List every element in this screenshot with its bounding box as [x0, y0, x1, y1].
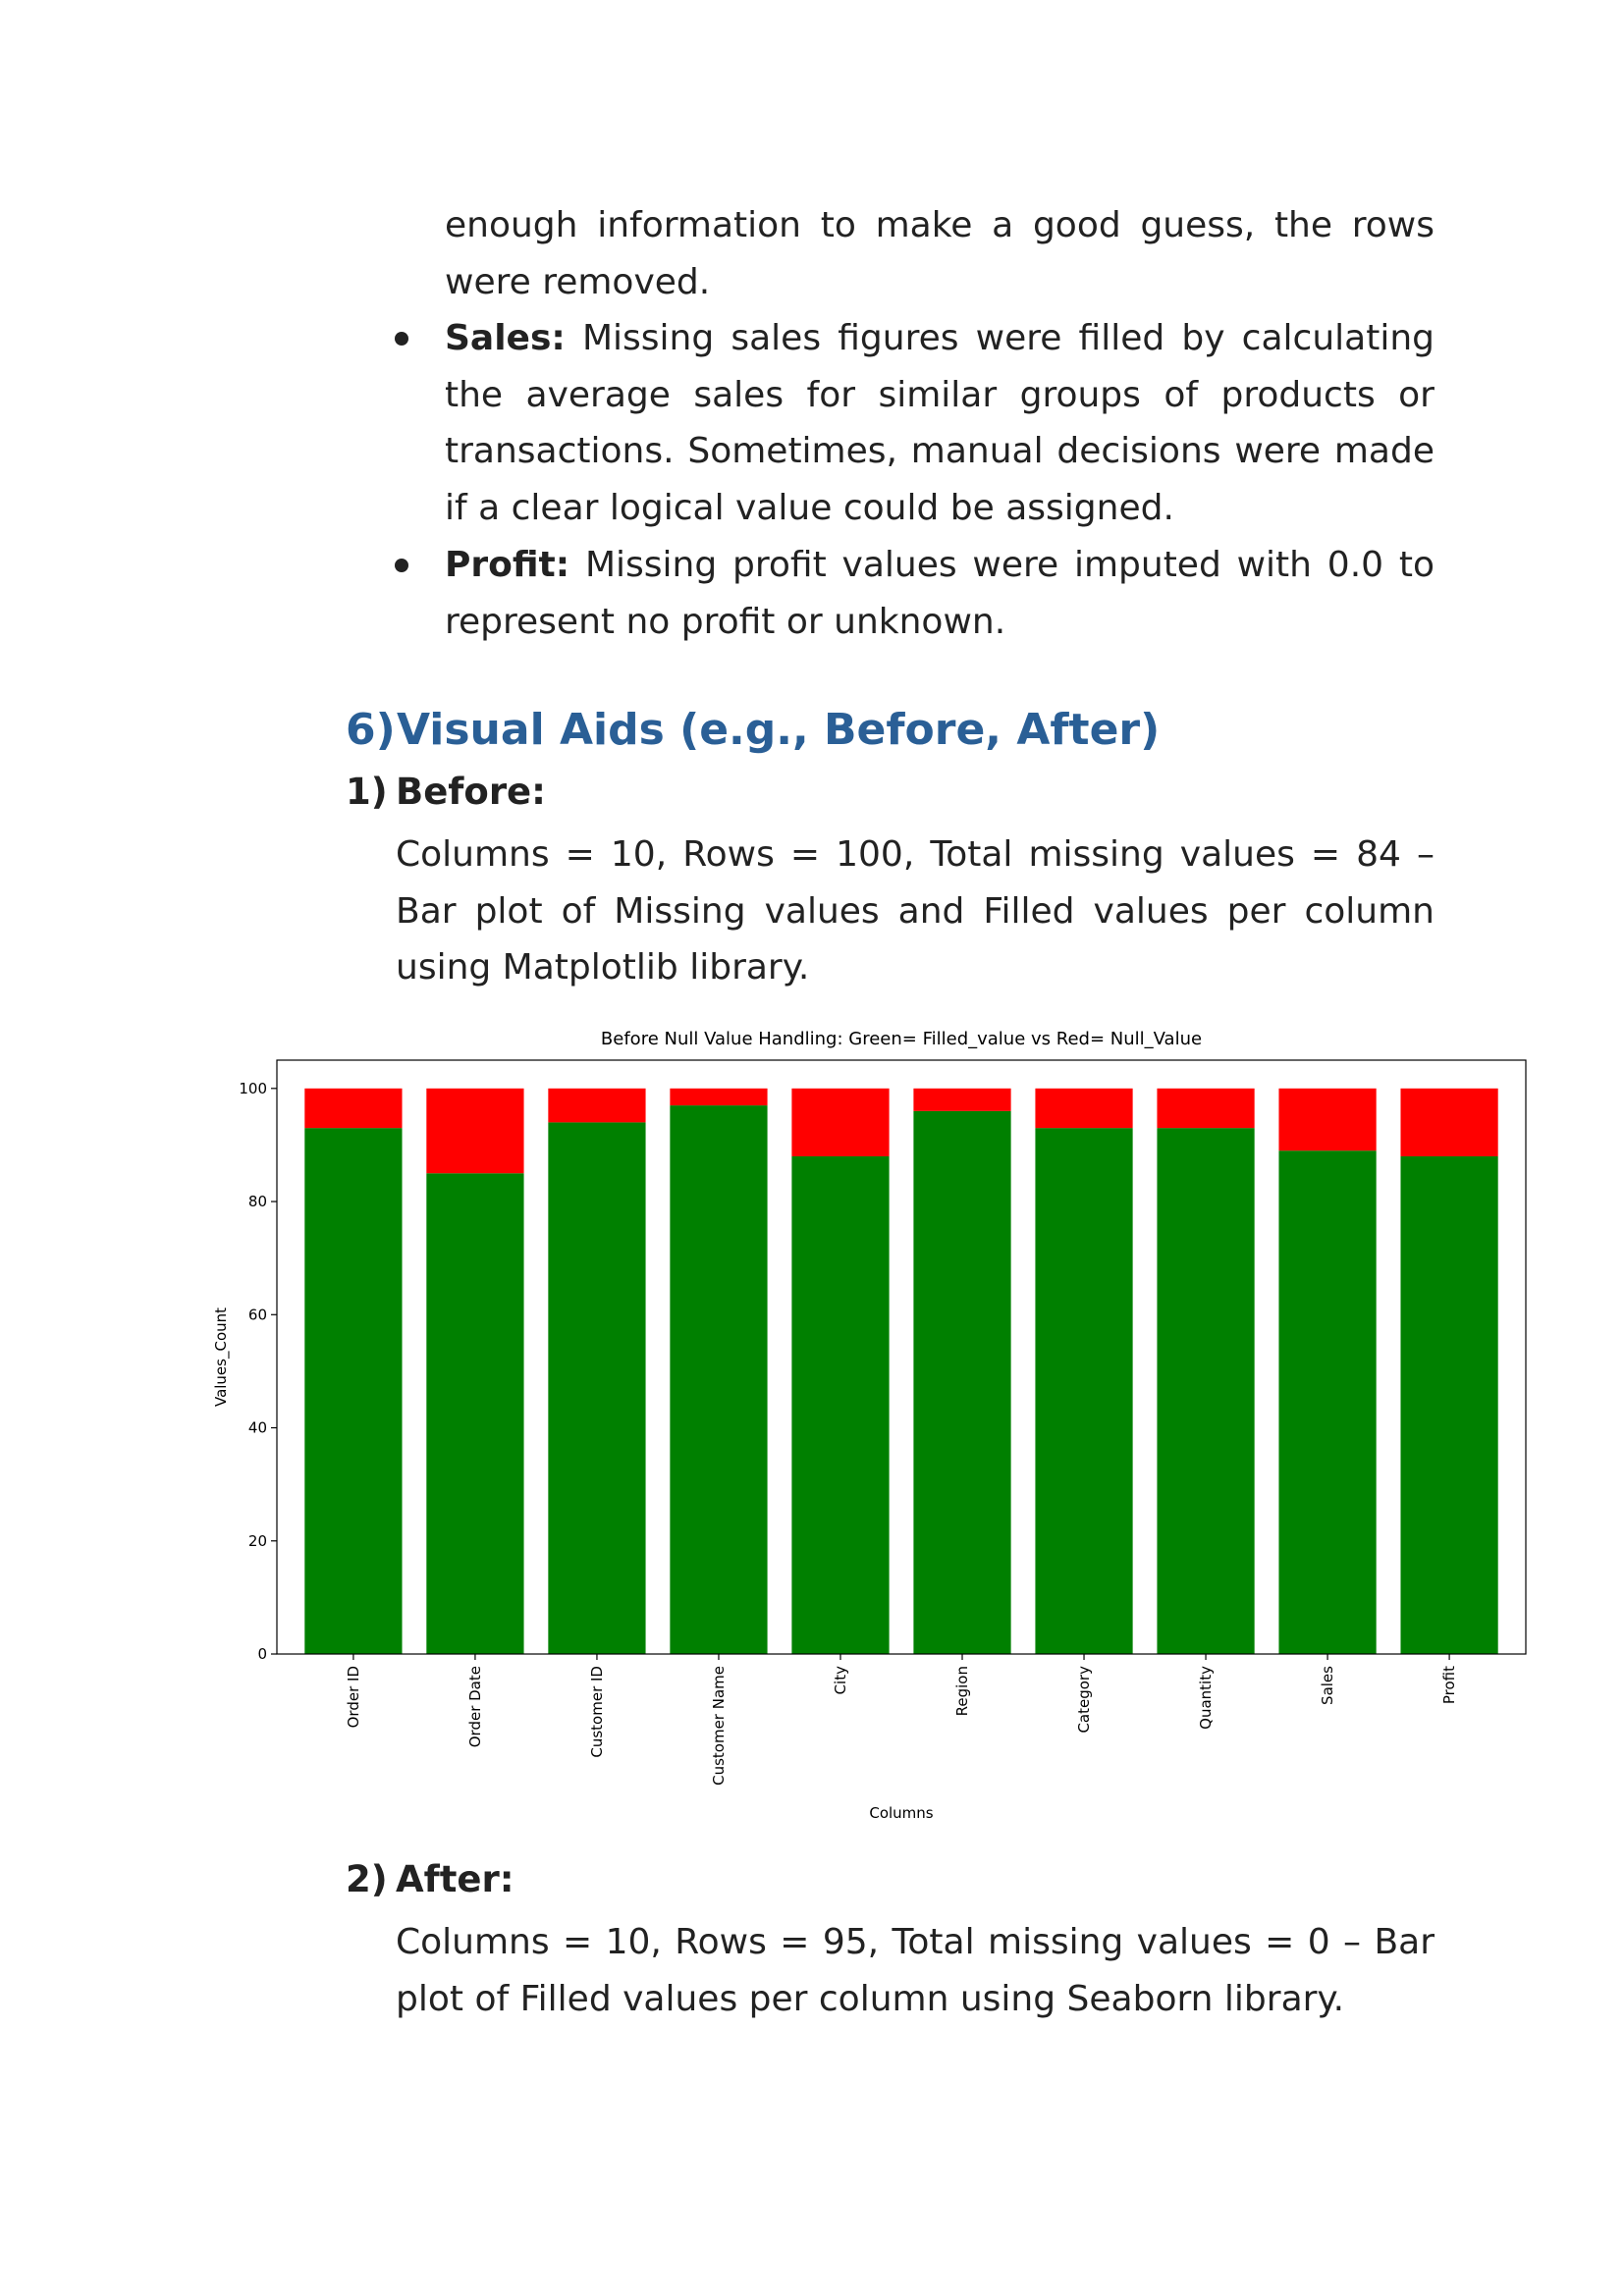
bar-filled-segment	[913, 1111, 1010, 1654]
before-bar-chart	[206, 1021, 1542, 1826]
bar-filled-segment	[1157, 1128, 1254, 1654]
chart-y-ticks	[239, 1080, 277, 1663]
after-title: After:	[396, 1858, 514, 1900]
bar-null-segment	[548, 1089, 645, 1123]
chart-x-axis-label: Columns	[869, 1804, 934, 1822]
y-tick-label: 100	[239, 1079, 267, 1097]
bar-null-segment	[670, 1089, 767, 1105]
x-tick-label: Customer Name	[709, 1666, 728, 1786]
continuation-paragraph: enough information to make a good guess, the rows were removed.	[445, 205, 1435, 302]
chart-x-ticks	[345, 1654, 1458, 1786]
section-heading	[346, 705, 1160, 755]
before-number: 1)	[346, 771, 388, 813]
y-tick-label: 60	[247, 1306, 267, 1324]
before-title: Before:	[396, 771, 546, 813]
bullet-label: Sales:	[445, 318, 566, 358]
chart-title: Before Null Value Handling: Green= Filled_value vs Red= Null_Value	[600, 1029, 1203, 1049]
x-tick-label: Region	[953, 1666, 972, 1717]
bar-filled-segment	[791, 1156, 889, 1654]
x-tick-label: City	[831, 1666, 849, 1695]
bar-filled-segment	[1278, 1150, 1376, 1654]
bullet-dot	[395, 332, 408, 346]
bar-null-segment	[1035, 1089, 1132, 1128]
x-tick-label: Sales	[1319, 1666, 1337, 1705]
bullet-dot	[395, 559, 408, 572]
bullet-text: Missing sales figures were filled by calculating the average sales for similar groups of products or transactions. Sometimes, manual decisions were made if a clear logical value could be assigned.	[445, 318, 1435, 528]
chart-y-axis-label: Values_Count	[212, 1307, 230, 1408]
y-tick-label: 40	[247, 1418, 267, 1437]
bar-null-segment	[1278, 1089, 1376, 1150]
chart-bars	[304, 1089, 1497, 1654]
y-tick-label: 20	[247, 1531, 267, 1550]
y-tick-label: 0	[257, 1645, 267, 1663]
y-tick-label: 80	[247, 1193, 267, 1211]
before-description: Columns = 10, Rows = 100, Total missing values = 84 – Bar plot of Missing values and Filled values per column using Matplotlib library.	[396, 834, 1435, 988]
bar-filled-segment	[1400, 1156, 1497, 1654]
bar-null-segment	[913, 1089, 1010, 1111]
bar-null-segment	[1157, 1089, 1254, 1128]
bullet-text: Missing profit values were imputed with 0.0 to represent no profit or unknown.	[445, 545, 1435, 642]
bar-filled-segment	[426, 1173, 523, 1654]
bullet-sales	[445, 310, 1435, 536]
bar-null-segment	[1400, 1089, 1497, 1156]
after-description: Columns = 10, Rows = 95, Total missing values = 0 – Bar plot of Filled values per column using Seaborn library.	[396, 1922, 1435, 2019]
bar-filled-segment	[1035, 1128, 1132, 1654]
x-tick-label: Quantity	[1197, 1666, 1216, 1730]
bar-filled-segment	[304, 1128, 402, 1654]
x-tick-label: Order Date	[465, 1666, 484, 1748]
bullet-label: Profit:	[445, 545, 570, 585]
x-tick-label: Customer ID	[587, 1666, 606, 1758]
bar-null-segment	[791, 1089, 889, 1156]
x-tick-label: Order ID	[344, 1666, 362, 1729]
x-tick-label: Category	[1075, 1666, 1094, 1734]
bar-filled-segment	[548, 1122, 645, 1654]
after-number: 2)	[346, 1858, 388, 1900]
bullet-profit	[445, 537, 1435, 650]
section-title: Visual Aids (e.g., Before, After)	[397, 705, 1161, 755]
section-number: 6)	[346, 705, 396, 755]
bar-null-segment	[426, 1089, 523, 1173]
bar-filled-segment	[670, 1105, 767, 1654]
x-tick-label: Profit	[1440, 1666, 1459, 1705]
bar-null-segment	[304, 1089, 402, 1128]
